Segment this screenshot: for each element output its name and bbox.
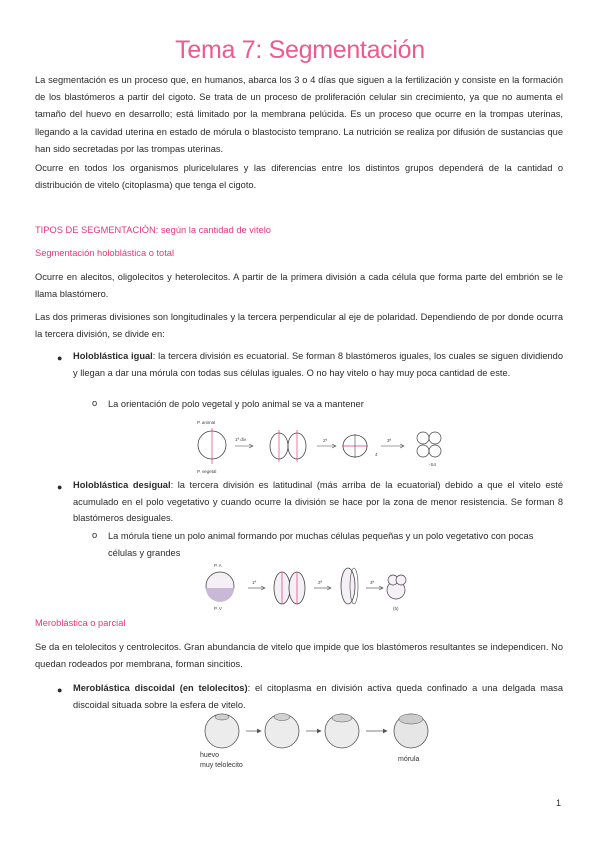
term-meroblastica-discoidal: Meroblástica discoidal (en telolecitos) bbox=[73, 683, 248, 693]
label-a1: 1ª bbox=[252, 580, 257, 585]
disc-m3 bbox=[332, 714, 352, 722]
intro-paragraph-1: La segmentación es un proceso que, en humanos, abarca los 3 o 4 días que siguen a la fertilización y consiste en la formación de los blastómeros a partir del cigoto. Se trata de un proceso de proliferación celular sin crecimiento, ya que no aumenta el tamaño del huevo en desarrollo; está limitado por la membrana pelúcida. Es un proceso que ocurre en la trompas uterinas, llegando a la cavidad uterina en estado de mórula o blastocisto temprano. La nutrición se realiza por difusión de sustancias que han sido secretadas por las trompas uterinas. bbox=[35, 75, 563, 154]
bullet-meroblastica-discoidal bbox=[73, 680, 563, 713]
bullet-holoblastica-igual bbox=[73, 348, 563, 381]
bullet-icon: ● bbox=[57, 353, 63, 363]
intro-paragraph-2: Ocurre en todos los organismos pluricelulares y las diferencias entre los distintos grupos dependerá de la cantidad o distribución de vitelo (citoplasma) que tenga el cigoto. bbox=[35, 163, 563, 191]
arrow-m2-head bbox=[317, 729, 321, 733]
cell-1 bbox=[417, 432, 429, 444]
label-division-1: 1ª div bbox=[235, 437, 247, 442]
text-holoblastica-igual: : la tercera división es ecuatorial. Se forman 8 blastómeros iguales, los cuales se siguen dividiendo y llegan a dar una mórula con todas sus células iguales. O no hay vitelo o hay muy poca cantidad de este. bbox=[73, 351, 563, 378]
arrow-m1-head bbox=[257, 729, 261, 733]
label-division-3: 3ª bbox=[387, 438, 392, 443]
label-a2: 2ª bbox=[318, 580, 323, 585]
text-holoblastica-desigual: : la tercera división es latitudinal (más arriba de la ecuatorial) debido a que el vitelo esté acumulado en el polo vegetativo y cuando ocurre la división se hace por la zona de menor resistencia. Se forman 8 blastómeros desiguales. bbox=[73, 480, 563, 523]
label-polo-vegetal: P. vegetal bbox=[197, 469, 217, 474]
label-a3: 3ª bbox=[370, 580, 375, 585]
cell-4 bbox=[429, 445, 441, 457]
holoblastica-paragraph-1: Ocurre en alecitos, oligolecitos y heterolecitos. A partir de la primera división a cada célula que forma parte del embrión se le llama blastómero. bbox=[35, 272, 563, 300]
vitelo bbox=[206, 588, 234, 602]
figure-meroblastica-discoidal bbox=[196, 711, 446, 773]
label-right: -S4 bbox=[429, 462, 437, 467]
cell-3 bbox=[417, 445, 429, 457]
bullet-icon: ● bbox=[57, 685, 63, 695]
meroblastica-heading: Meroblástica o parcial bbox=[35, 618, 126, 628]
arrow-m3-head bbox=[383, 729, 387, 733]
figure-holoblastica-desigual bbox=[200, 560, 410, 614]
bullet-icon: ● bbox=[57, 482, 63, 492]
sub-holoblastica-igual: La orientación de polo vegetal y polo animal se va a mantener bbox=[108, 399, 364, 409]
cell-2 bbox=[429, 432, 441, 444]
figure-holoblastica-igual bbox=[195, 416, 460, 476]
label-last: (5) bbox=[393, 606, 399, 611]
sub-bullet-icon: o bbox=[92, 398, 98, 408]
label-pv: P. V bbox=[214, 606, 222, 611]
label-telolecito: muy telolecito bbox=[200, 762, 243, 769]
sub-bullet-icon: o bbox=[92, 530, 98, 540]
morula-small-2 bbox=[396, 575, 406, 585]
holoblastica-heading: Segmentación holoblástica o total bbox=[35, 248, 175, 258]
tipos-heading: TIPOS DE SEGMENTACIÓN: según la cantidad de vitelo bbox=[35, 225, 271, 235]
disc-m2 bbox=[274, 714, 290, 721]
holoblastica-paragraph-2: Las dos primeras divisiones son longitudinales y la tercera perpendicular al eje de polaridad. Dependiendo de por donde ocurra la tercera división, se divide en: bbox=[35, 312, 563, 340]
label-left: 4 bbox=[375, 452, 378, 457]
term-holoblastica-desigual: Holoblástica desigual bbox=[73, 480, 171, 490]
page-title: Tema 7: Segmentación bbox=[175, 36, 425, 64]
text-meroblastica-discoidal: : el citoplasma en división activa queda confinado a una delgada masa discoidal situada sobre la esfera de vitelo. bbox=[73, 683, 563, 710]
germinal-disc bbox=[215, 714, 229, 720]
label-morula: mórula bbox=[398, 756, 420, 763]
bullet-holoblastica-desigual bbox=[73, 477, 563, 527]
label-polo-animal: P. animal bbox=[197, 420, 216, 425]
blastodisc bbox=[399, 714, 423, 724]
meroblastica-paragraph-1: Se da en telolecitos y centrolecitos. Gran abundancia de vitelo que impide que los blastómeros resultantes se independicen. No quedan rodeados por membrana, forman sincitios. bbox=[35, 642, 563, 670]
term-holoblastica-igual: Holoblástica igual bbox=[73, 351, 153, 361]
label-division-2: 2ª bbox=[323, 438, 328, 443]
sub-holoblastica-desigual: La mórula tiene un polo animal formando por muchas células pequeñas y un polo vegetativo con pocas células y grandes bbox=[108, 531, 534, 558]
label-pa: P. A bbox=[214, 563, 222, 568]
page-number: 1 bbox=[556, 798, 562, 808]
label-huevo: huevo bbox=[200, 752, 220, 759]
stage-3 bbox=[341, 568, 355, 604]
